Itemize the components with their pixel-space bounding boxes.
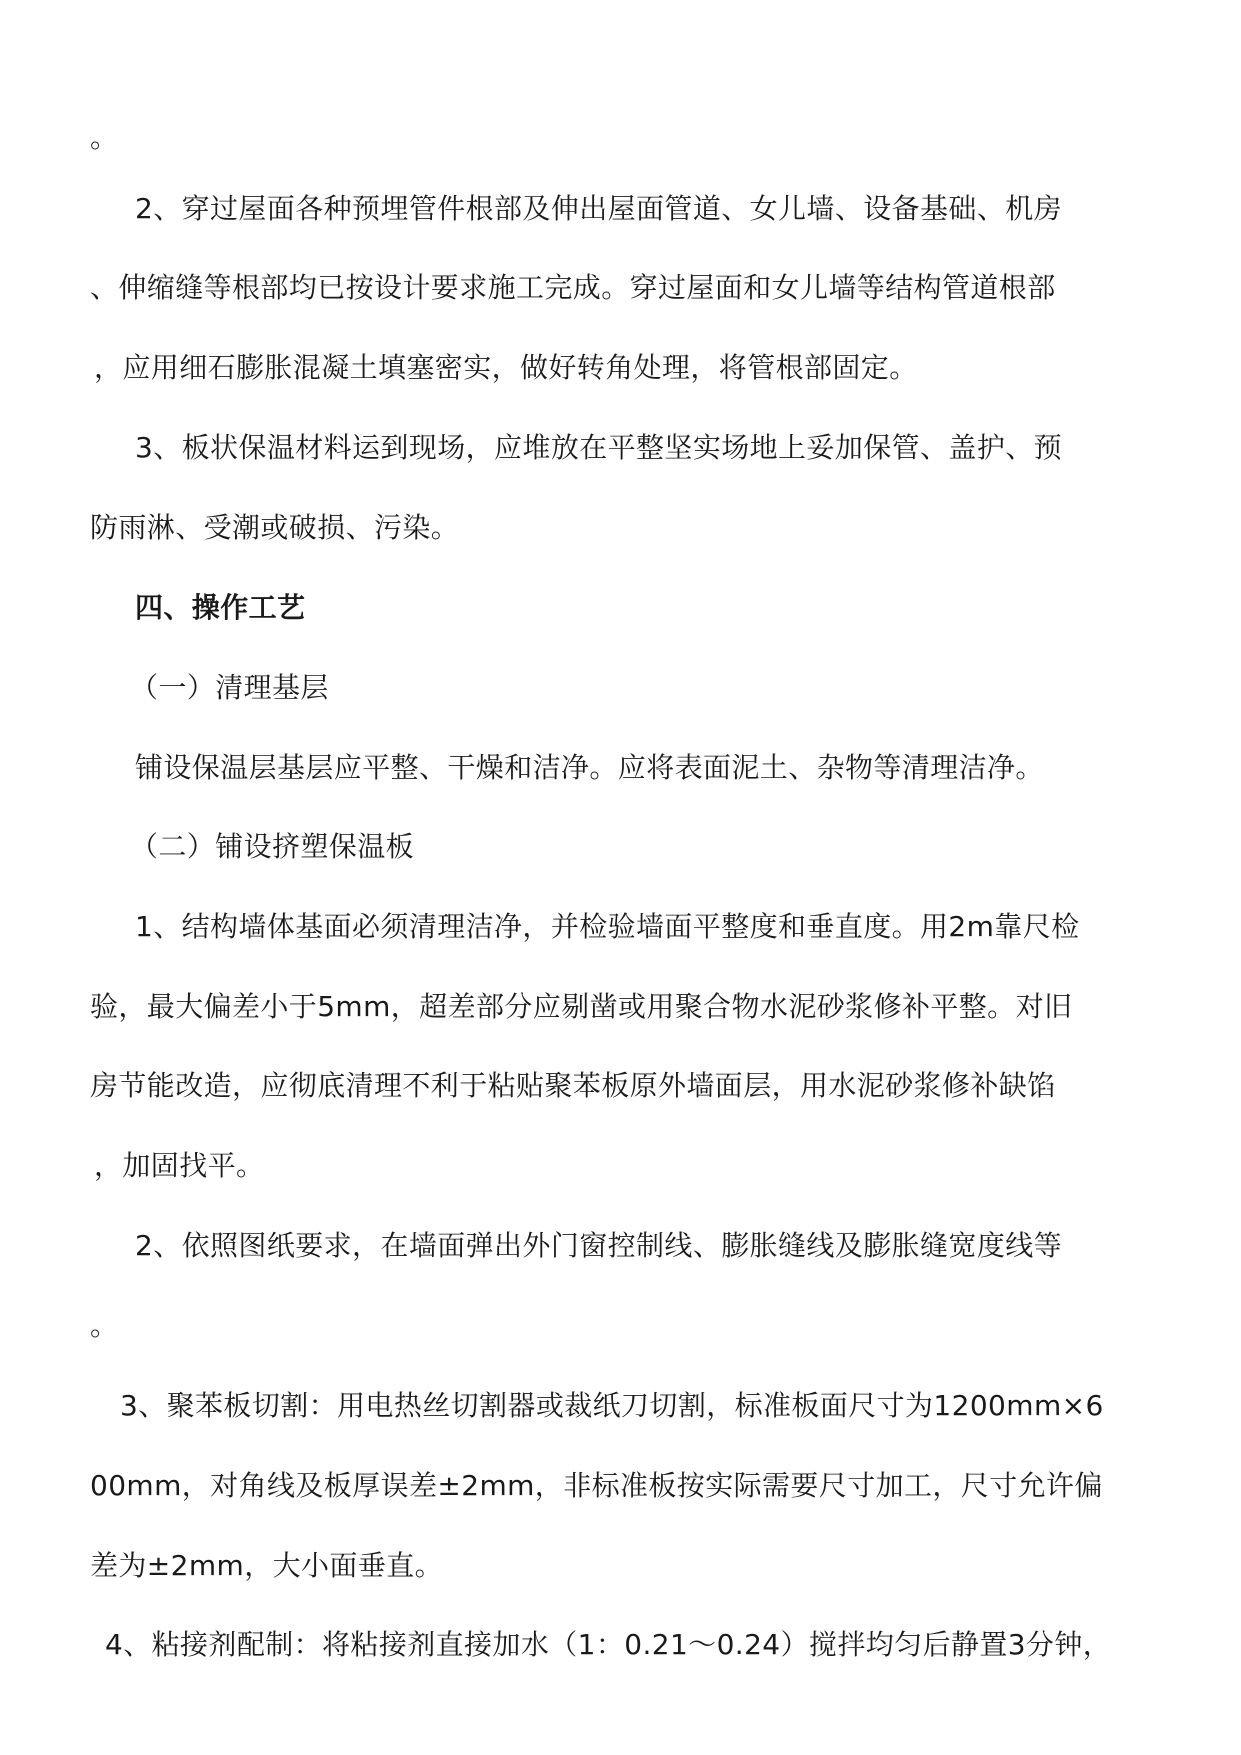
text-line: 验，最大偏差小于5mm，超差部分应剔凿或用聚合物水泥砂浆修补平整。对旧: [90, 990, 1073, 1023]
section-heading: 四、操作工艺: [135, 591, 306, 624]
text-line: 。: [90, 1309, 119, 1342]
text-line: 防雨淋、受潮或破损、污染。: [90, 511, 460, 544]
text-line: 3、聚苯板切割：用电热丝切割器或裁纸刀切割，标准板面尺寸为1200mm×6: [120, 1389, 1104, 1422]
text-line: 、伸缩缝等根部均已按设计要求施工完成。穿过屋面和女儿墙等结构管道根部: [90, 271, 1056, 304]
subsection-heading: （二）铺设挤塑保温板: [130, 830, 415, 863]
text-line: 1、结构墙体基面必须清理洁净，并检验墙面平整度和垂直度。用2m靠尺检: [135, 910, 1080, 943]
text-line: 2、依照图纸要求，在墙面弹出外门窗控制线、膨胀缝线及膨胀缝宽度线等: [135, 1229, 1063, 1262]
text-line: 4、粘接剂配制：将粘接剂直接加水（1：0.21～0.24）搅拌均匀后静置3分钟，: [105, 1628, 1112, 1661]
text-line: 2、穿过屋面各种预埋管件根部及伸出屋面管道、女儿墙、设备基础、机房: [135, 192, 1063, 225]
text-line: 铺设保温层基层应平整、干燥和洁净。应将表面泥土、杂物等清理洁净。: [135, 751, 1044, 784]
text-line: ，加固找平。: [94, 1149, 265, 1182]
text-line: 00mm，对角线及板厚误差±2mm，非标准板按实际需要尺寸加工，尺寸允许偏: [90, 1469, 1103, 1502]
text-line: 房节能改造，应彻底清理不利于粘贴聚苯板原外墙面层，用水泥砂浆修补缺馅: [90, 1069, 1056, 1102]
text-line: 差为±2mm，大小面垂直。: [90, 1549, 444, 1582]
text-line: ，应用细石膨胀混凝土填塞密实，做好转角处理，将管根部固定。: [94, 351, 918, 384]
text-line: 。: [90, 121, 119, 154]
text-line: 3、板状保温材料运到现场，应堆放在平整坚实场地上妥加保管、盖护、预: [135, 431, 1063, 464]
subsection-heading: （一）清理基层: [130, 671, 329, 704]
